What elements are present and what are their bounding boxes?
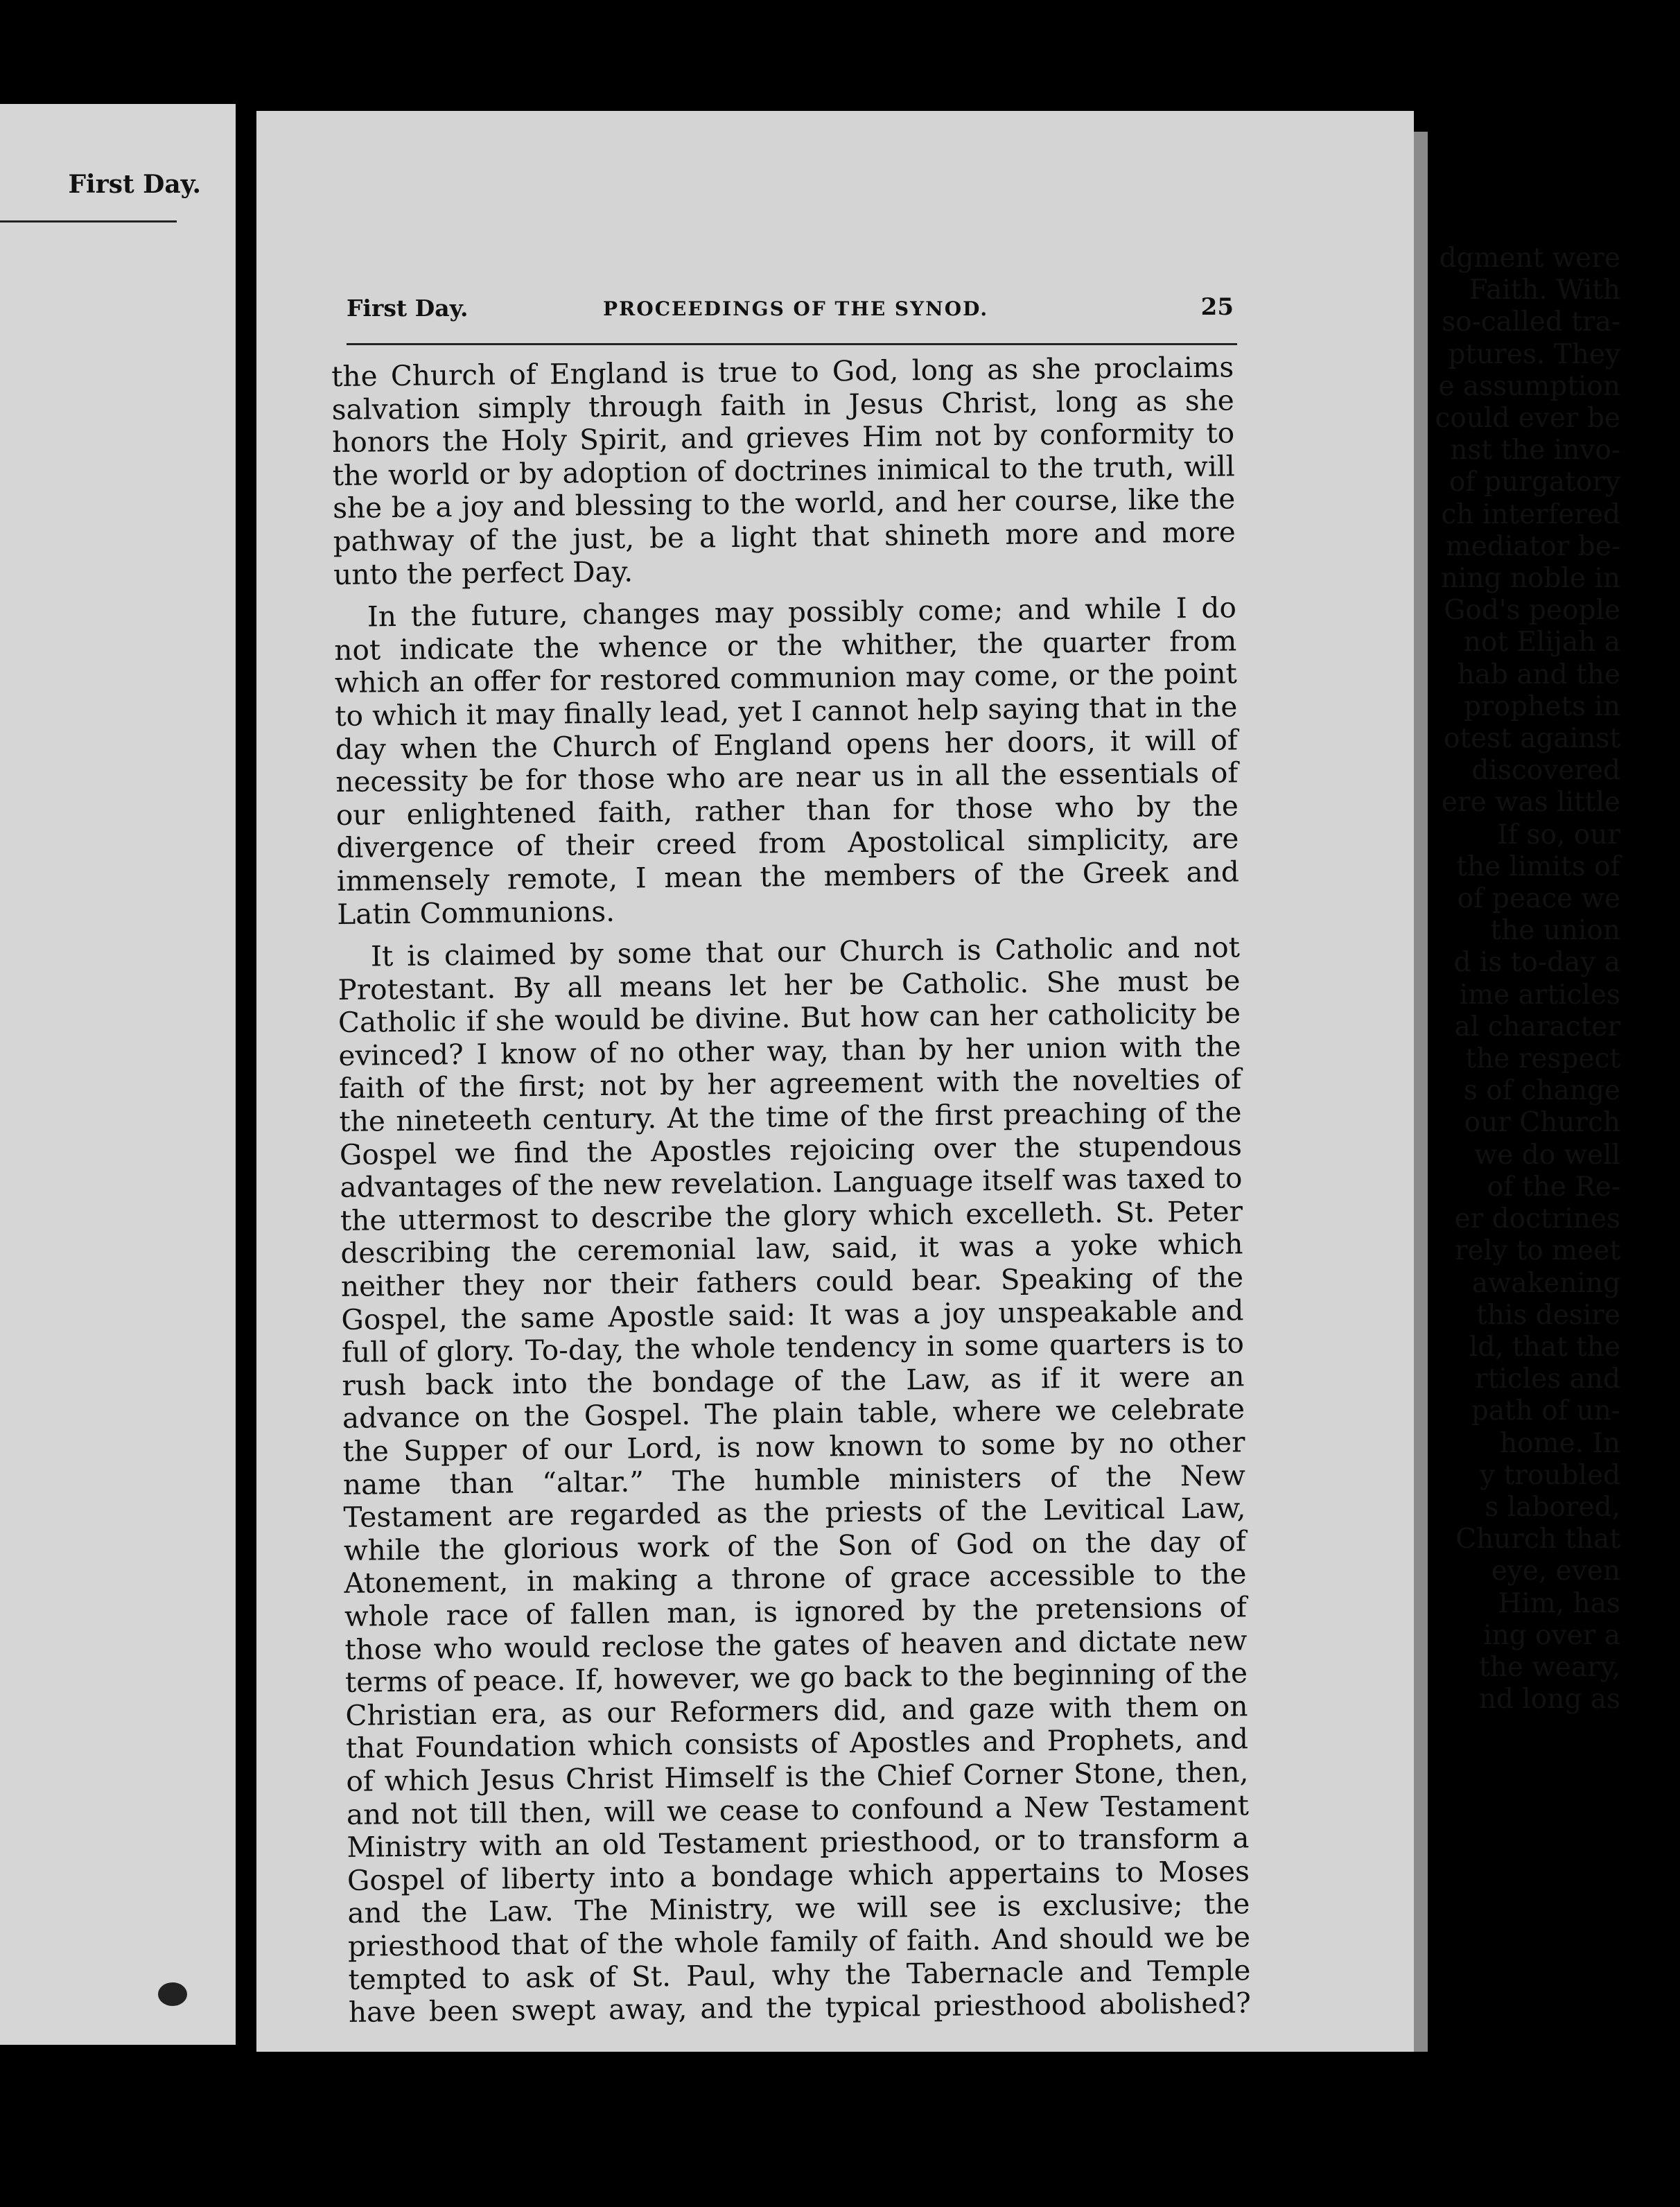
- ink-smudge: [158, 1982, 187, 2006]
- left-text-line: of purgatory: [1449, 466, 1620, 498]
- left-text-line: rticles and: [1475, 1363, 1620, 1395]
- left-text-line: ld, that the: [1469, 1331, 1620, 1363]
- left-text-line: ing over a: [1483, 1619, 1620, 1651]
- left-text-line: ime articles: [1459, 979, 1620, 1011]
- left-text-line: the limits of: [1456, 850, 1620, 882]
- paragraph-3: It is claimed by some that our Church is Catholic and not Protestant. By all means let her be Catholic. She must be Catholic if she would be divine. But how can her catholicity be evinced? I know of no other way, than by her union with the faith of the first; not by her agreement with the novelties of the nineteeth century. At the time of the first preaching of the Gospel we find the Apostles rejoicing over the stupendous advantages of the new revelation. Language itself was taxed to the uttermost to describe the glory which excelleth. St. Peter describing the ceremonial law, said, it was a yoke which neither they nor their fathers could bear. Speaking of the Gospel, the same Apostle said: It was a joy unspeakable and full of glory. To-day, the whole tendency in some quarters is to rush back into the bondage of the Law, as if it were an advance on the Gospel. The plain table, where we celebrate the Supper of our Lord, is now known to some by no other name than “altar.” The humble ministers of the New Testament are regarded as the priests of the Levitical Law, while the glorious work of the Son of God on the day of Atonement, in making a throne of grace accessible to the whole race of fallen man, is ignored by the pretensions of those who would reclose the gates of heaven and dictate new terms of peace. If, however, we go back to the beginning of the Christian era, as our Reformers did, and gaze with them on that Foundation which consists of Apostles and Prophets, and of which Jesus Christ Himself is the Chief Corner Stone, then, and not till then, will we cease to confound a New Testament Ministry with an old Testament priesthood, or to transform a Gospel of liberty into a bondage which appertains to Moses and the Law. The Ministry, we will see is exclusive; the priesthood that of the whole family of faith. And should we be tempted to ask of St. Paul, why the Tabernacle and Temple have been swept away, and the typical priesthood abolished?: [338, 930, 1252, 2029]
- running-head: [340, 295, 1241, 329]
- left-text-line: this desire: [1476, 1299, 1620, 1331]
- left-text-line: could ever be: [1435, 403, 1620, 435]
- left-header-rule: [0, 220, 177, 223]
- left-text-line: er doctrines: [1454, 1203, 1620, 1235]
- left-text-line: hab and the: [1457, 658, 1620, 690]
- left-text-line: y troubled: [1480, 1459, 1620, 1491]
- left-text-line: If so, our: [1497, 819, 1620, 850]
- left-text-line: of peace we: [1457, 883, 1620, 915]
- paragraph-1: the Church of England is true to God, long as she proclaims salvation simply through faith in Jesus Christ, long as she honors the Holy Spirit, and grieves Him not by conformity to the world or by adoption of doctrines inimical to the truth, will she be a joy and blessing to the world, and her course, like the pathway of the just, be a light that shineth more and more unto the perfect Day.: [331, 350, 1236, 591]
- left-text-line: the union: [1490, 915, 1620, 947]
- left-text-line: ch interfered: [1441, 498, 1620, 530]
- left-text-line: we do well: [1473, 1139, 1620, 1171]
- running-head-title: PROCEEDINGS OF THE SYNOD.: [603, 297, 989, 320]
- left-text-line: ning noble in: [1440, 563, 1620, 595]
- left-text-line: God's people: [1444, 595, 1620, 627]
- paragraph-2: In the future, changes may possibly come; and while I do not indicate the whence or the whither, the quarter from which an offer for restored communion may come, or the point to which it may finally lead, yet I cannot help saying that in the day when the Church of England opens her doors, it will of necessity be for those who are near us in all the essentials of our enlightened faith, rather than for those who by the divergence of their creed from Apostolical simplicity, are immensely remote, I mean the members of the Greek and Latin Communions.: [334, 591, 1240, 931]
- header-rule: [347, 343, 1237, 345]
- left-text-line: rely to meet: [1455, 1235, 1620, 1267]
- left-text-line: Faith. With: [1469, 274, 1620, 306]
- left-text-line: dgment were: [1439, 243, 1620, 274]
- left-text-line: nd long as: [1478, 1684, 1620, 1716]
- left-text-line: e assumption: [1438, 370, 1620, 402]
- left-text-line: awakening: [1471, 1267, 1620, 1299]
- left-running-head: First Day.: [68, 170, 201, 199]
- left-text-line: d is to-day a: [1453, 947, 1620, 979]
- left-text-line: path of un-: [1471, 1395, 1620, 1427]
- left-text-line: nst the invo-: [1450, 435, 1620, 466]
- left-text-line: Him, has: [1498, 1587, 1620, 1619]
- left-text-line: al character: [1454, 1011, 1620, 1043]
- left-text-line: our Church: [1464, 1107, 1620, 1139]
- left-text-line: discovered: [1471, 755, 1620, 787]
- left-text-line: so-called tra-: [1442, 306, 1620, 338]
- left-text-line: not Elijah a: [1463, 627, 1620, 658]
- left-text-line: s of change: [1463, 1075, 1620, 1107]
- book-gutter: [236, 0, 256, 2207]
- left-text-line: of the Re-: [1487, 1171, 1620, 1203]
- left-text-line: ptures. They: [1448, 338, 1620, 370]
- left-text-line: home. In: [1500, 1427, 1620, 1459]
- left-text-line: eye, even: [1491, 1555, 1620, 1587]
- left-text-line: s labored,: [1485, 1491, 1620, 1523]
- left-text-line: mediator be-: [1445, 530, 1620, 562]
- running-head-left: First Day.: [347, 295, 469, 322]
- left-page-fragment: [0, 104, 236, 2045]
- left-text-line: Church that: [1455, 1524, 1620, 1555]
- left-text-line: the respect: [1465, 1043, 1620, 1075]
- left-text-line: the weary,: [1479, 1651, 1620, 1683]
- page-body: [331, 351, 1251, 2039]
- left-text-line: ere was little: [1441, 787, 1620, 819]
- left-text-line: otest against: [1443, 723, 1620, 755]
- page-number: 25: [1200, 293, 1234, 321]
- left-text-line: prophets in: [1464, 690, 1620, 722]
